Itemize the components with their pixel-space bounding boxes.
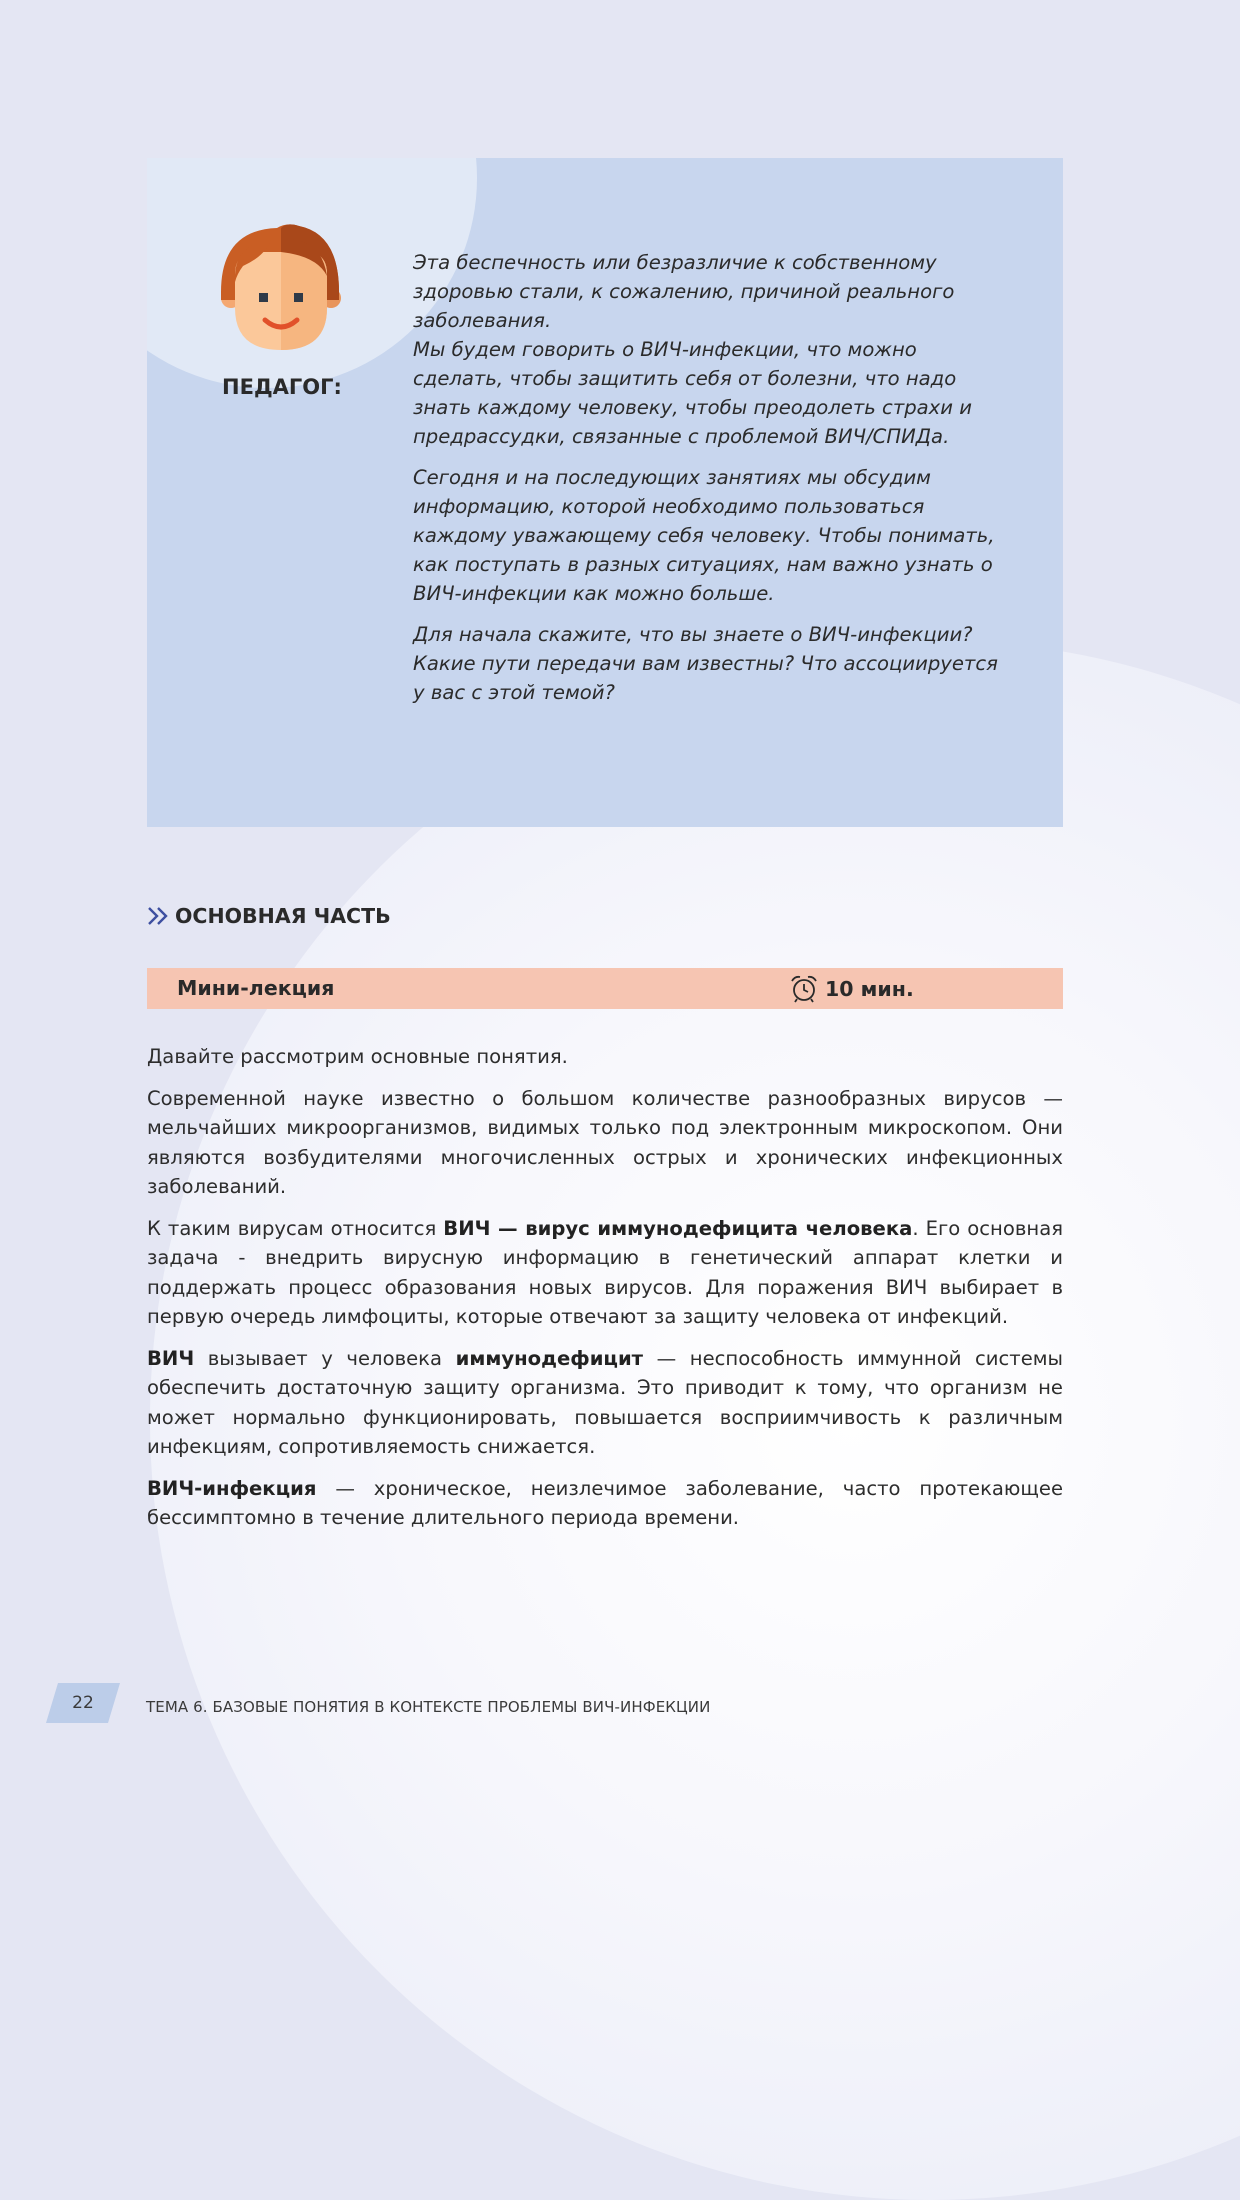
- term-immunodeficiency: иммунодефицит: [455, 1346, 644, 1370]
- teacher-avatar-icon: [221, 222, 341, 350]
- section-heading-text: ОСНОВНАЯ ЧАСТЬ: [175, 904, 391, 928]
- lecture-paragraph: ВИЧ вызывает у человека иммунодефицит — неспособность иммунной системы обеспечить достаточную защиту организма. Это приводит к тому, что организм не может нормально функционировать, повышается восприимчивость к различным инфекциям, сопротивляемость снижается.: [147, 1346, 1064, 1458]
- teacher-label: ПЕДАГОГ:: [222, 375, 342, 399]
- lecture-paragraph: Современной науке известно о большом количестве разнообразных вирусов — мельчайших микроорганизмов, видимых только под электронным микроскопом. Они являются возбудителями многочисленных острых и хронических инфекционных заболеваний.: [147, 1086, 1063, 1198]
- page-number: 22: [72, 1693, 94, 1713]
- speech-paragraph: Для начала скажите, что вы знаете о ВИЧ-инфекции? Какие пути передачи вам известны? Что ассоциируется у вас с этой темой?: [413, 623, 998, 704]
- teacher-speech-box: [147, 158, 1063, 827]
- section-heading: [147, 904, 391, 928]
- double-chevron-right-icon: [147, 906, 169, 926]
- footer-topic: ТЕМА 6. БАЗОВЫЕ ПОНЯТИЯ В КОНТЕКСТЕ ПРОБЛЕМЫ ВИЧ-ИНФЕКЦИИ: [146, 1698, 711, 1716]
- speech-paragraph: Эта беспечность или безразличие к собственному здоровью стали, к сожалению, причиной реального заболевания.: [413, 251, 955, 332]
- lecture-body: [147, 1042, 1063, 1545]
- term-hiv-infection: ВИЧ-инфекция: [147, 1476, 317, 1500]
- speech-paragraph: Сегодня и на последующих занятиях мы обсудим информацию, которой необходимо пользоваться каждому уважающему себя человеку. Чтобы понимать, как поступать в разных ситуациях, нам важно узнать о ВИЧ-инфекции как можно больше.: [413, 466, 995, 605]
- lecture-paragraph: ВИЧ-инфекция — хроническое, неизлечимое заболевание, часто протекающее бессимптомно в течение длительного периода времени.: [147, 1476, 1063, 1529]
- activity-title: Мини-лекция: [177, 976, 335, 1000]
- activity-duration: [789, 974, 914, 1004]
- lecture-paragraph: К таким вирусам относится ВИЧ — вирус иммунодефицита человека. Его основная задача - внедрить вирусную информацию в генетический аппарат клетки и поддержать процесс образования новых вирусов. Для поражения ВИЧ выбирает в первую очередь лимфоциты, которые отвечают за защиту человека от инфекций.: [147, 1216, 1063, 1328]
- alarm-clock-icon: [789, 974, 819, 1004]
- activity-bar: [147, 968, 1063, 1009]
- teacher-speech-text: [413, 248, 1003, 719]
- lecture-paragraph: Давайте рассмотрим основные понятия.: [147, 1045, 568, 1068]
- term-hiv: ВИЧ — вирус иммунодефицита человека: [443, 1216, 913, 1240]
- speech-paragraph: Мы будем говорить о ВИЧ-инфекции, что можно сделать, чтобы защитить себя от болезни, что надо знать каждому человеку, чтобы преодолеть страхи и предрассудки, связанные с проблемой ВИЧ/СПИДа.: [413, 338, 972, 448]
- activity-duration-text: 10 мин.: [825, 977, 914, 1001]
